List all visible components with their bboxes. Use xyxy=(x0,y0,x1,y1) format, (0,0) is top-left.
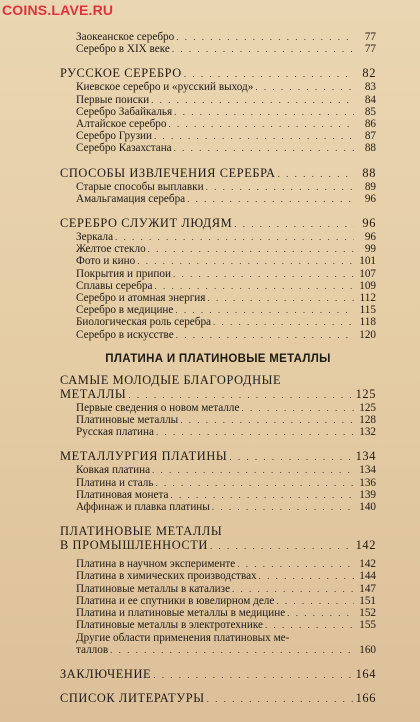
dot-leader xyxy=(175,304,354,316)
toc-chapter-title-line2: МЕТАЛЛЫ xyxy=(60,386,127,401)
dot-leader xyxy=(168,118,354,130)
toc-chapter-page: 134 xyxy=(355,449,376,464)
toc-entry[interactable] xyxy=(60,130,376,142)
toc-entry-page: 89 xyxy=(364,180,376,193)
toc-entry[interactable] xyxy=(60,142,376,154)
dot-leader xyxy=(174,106,354,118)
dot-leader xyxy=(234,217,354,231)
toc-entry-title: Серебро в искусстве xyxy=(76,328,174,341)
toc-chapter-title-line1: ПЛАТИНОВЫЕ МЕТАЛЛЫ xyxy=(60,524,223,539)
dot-leader xyxy=(187,193,354,205)
toc-entry-page: 101 xyxy=(359,255,376,268)
toc-entry-title: Серебро в XIX веке xyxy=(76,43,170,56)
toc-entry[interactable] xyxy=(60,595,376,607)
toc-chapter-page: 96 xyxy=(362,216,376,231)
toc-entry[interactable] xyxy=(60,402,376,414)
dot-leader xyxy=(276,595,354,607)
toc-entry[interactable] xyxy=(60,414,376,426)
toc-entry[interactable] xyxy=(60,558,376,570)
toc-chapter-page: 142 xyxy=(355,538,376,553)
toc-entry-page: 96 xyxy=(364,192,376,205)
dot-leader xyxy=(156,426,354,438)
toc-entry-page: 77 xyxy=(364,43,376,56)
toc-entry-page: 144 xyxy=(359,570,376,583)
toc-entry-title: Покрытия и припои xyxy=(76,267,171,280)
toc-entry-page: 77 xyxy=(364,31,376,43)
toc-entry-title: Ковкая платина xyxy=(76,464,151,477)
toc-entry[interactable] xyxy=(60,464,376,476)
toc-entry-title: Платиновые металлы в электротехнике xyxy=(76,619,263,632)
toc-entry-page: 155 xyxy=(359,619,376,632)
toc-chapter-industry[interactable] xyxy=(60,524,376,553)
toc-entry-title: Киевское серебро и «русский выход» xyxy=(76,81,254,94)
dot-leader xyxy=(137,255,354,267)
toc-entry-title: Платиновая монета xyxy=(76,488,169,501)
toc-entry[interactable] xyxy=(60,619,376,631)
toc-entry[interactable] xyxy=(60,255,376,267)
toc-entry-page: 160 xyxy=(359,643,376,656)
toc-entry-title: Заокеанское серебро xyxy=(76,31,175,43)
toc-chapter-page: 88 xyxy=(362,165,376,180)
toc-entry[interactable] xyxy=(60,292,376,304)
toc-entry[interactable] xyxy=(60,231,376,243)
toc-entry-title: Платина и сталь xyxy=(76,476,154,489)
toc-chapter-metallurgy[interactable] xyxy=(60,449,376,464)
dot-leader xyxy=(154,130,354,142)
toc-entry-page: 88 xyxy=(364,142,376,155)
dot-leader xyxy=(212,501,354,513)
dot-leader xyxy=(207,292,354,304)
toc-entry-page: 83 xyxy=(364,81,376,94)
toc-entry-page: 85 xyxy=(364,105,376,118)
dot-leader xyxy=(287,607,354,619)
toc-entry-page: 120 xyxy=(359,328,376,341)
toc-entry-title-line2: таллов xyxy=(76,643,109,656)
part-heading: ПЛАТИНА И ПЛАТИНОВЫЕ МЕТАЛЛЫ xyxy=(105,352,331,365)
toc-entry-title: Биологическая роль серебра xyxy=(76,316,212,329)
toc-entry-title-line1: Другие области применения платиновых ме- xyxy=(76,631,290,644)
dot-leader xyxy=(153,668,353,682)
dot-leader xyxy=(241,402,354,414)
toc-chapter-title-line2: В ПРОМЫШЛЕННОСТИ xyxy=(60,538,208,553)
toc-chapter-silver-serves[interactable] xyxy=(60,216,376,231)
toc-entry-page: 125 xyxy=(359,401,376,414)
dot-leader xyxy=(128,388,353,402)
toc-entry-page: 87 xyxy=(364,130,376,143)
dot-leader xyxy=(206,181,354,193)
toc-entry[interactable] xyxy=(60,501,376,513)
toc-entry-title: Платина в научном эксперименте xyxy=(76,558,236,571)
dot-leader xyxy=(151,94,354,106)
toc-entry-title: Фото и кино xyxy=(76,255,136,268)
toc-entry[interactable] xyxy=(60,94,376,106)
toc-entry[interactable] xyxy=(60,329,376,341)
toc-entry-title: Серебро в медицине xyxy=(76,304,174,317)
toc-entry[interactable] xyxy=(60,243,376,255)
toc-entry-page: 152 xyxy=(359,607,376,620)
dot-leader xyxy=(152,464,354,476)
dot-leader xyxy=(278,167,354,181)
toc-chapter-conclusion[interactable] xyxy=(60,667,376,682)
toc-entry[interactable] xyxy=(60,31,376,43)
toc-entry-title: Первые поиски xyxy=(76,93,150,106)
toc-entry-title: Серебро и атомная энергия xyxy=(76,292,206,305)
toc-entry-title: Платина в химических производствах xyxy=(76,570,257,583)
toc-entry-title: Первые сведения о новом металле xyxy=(76,401,240,414)
toc-entry-title: Платина и ее спутники в ювелирном деле xyxy=(76,594,275,607)
toc-chapter-page: 125 xyxy=(355,386,376,401)
dot-leader xyxy=(255,81,354,93)
toc-entry-title: Русская платина xyxy=(76,426,154,439)
dot-leader xyxy=(237,558,354,570)
toc-entry[interactable] xyxy=(60,426,376,438)
toc-chapter-title: СПОСОБЫ ИЗВЛЕЧЕНИЯ СЕРЕБРА xyxy=(60,165,276,180)
dot-leader xyxy=(148,243,354,255)
toc-entry-page: 86 xyxy=(364,118,376,131)
toc-entry[interactable] xyxy=(60,304,376,316)
toc-chapter-page: 164 xyxy=(355,666,376,681)
dot-leader xyxy=(174,142,354,154)
toc-entry-page: 118 xyxy=(359,316,376,329)
toc-entry[interactable] xyxy=(60,570,376,582)
dot-leader xyxy=(115,231,354,243)
toc-entry-title: Сплавы серебра xyxy=(76,279,153,292)
toc-entry[interactable] xyxy=(60,477,376,489)
toc-entry-page: 136 xyxy=(359,476,376,489)
toc-entry[interactable] xyxy=(60,181,376,193)
toc-entry-title: Серебро Забайкалья xyxy=(76,105,173,118)
dot-leader xyxy=(156,477,355,489)
dot-leader xyxy=(210,539,354,553)
dot-leader xyxy=(265,619,354,631)
toc-entry-title: Платиновые металлы в катализе xyxy=(76,582,231,595)
dot-leader xyxy=(176,31,354,43)
toc-entry-title: Амальгамация серебра xyxy=(76,192,186,205)
toc-entry-page: 142 xyxy=(359,558,376,571)
toc-entry[interactable] xyxy=(60,280,376,292)
toc-entry-page: 139 xyxy=(359,488,376,501)
toc-entry-title: Аффинаж и плавка платины xyxy=(76,501,210,514)
toc-entry-page: 112 xyxy=(359,292,376,305)
toc-entry-title: Платиновые металлы xyxy=(76,414,179,427)
toc-entry-title: Алтайское серебро xyxy=(76,118,167,131)
toc-entry[interactable] xyxy=(60,489,376,501)
toc-entry-title: Старые способы выплавки xyxy=(76,180,204,193)
toc-chapter-extraction[interactable] xyxy=(60,166,376,181)
toc-entry-page: 134 xyxy=(359,464,376,477)
toc-entry[interactable] xyxy=(60,43,376,55)
toc-chapter-page: 166 xyxy=(355,690,376,705)
toc-entry-multiline[interactable] xyxy=(60,632,376,656)
toc-entry-page: 132 xyxy=(359,426,376,439)
toc-entry-page: 99 xyxy=(364,243,376,256)
dot-leader xyxy=(259,570,354,582)
toc-entry-page: 84 xyxy=(364,93,376,106)
toc-entry-page: 147 xyxy=(359,582,376,595)
toc-chapter-russian-silver[interactable] xyxy=(60,66,376,81)
dot-leader xyxy=(232,583,354,595)
toc-entry-title: Платина и платиновые металлы в медицине xyxy=(76,607,286,620)
toc-entry-title: Желтое стекло xyxy=(76,243,146,256)
table-of-contents xyxy=(60,31,376,706)
toc-chapter-title: ЗАКЛЮЧЕНИЕ xyxy=(60,666,152,681)
dot-leader xyxy=(180,414,354,426)
toc-entry[interactable] xyxy=(60,607,376,619)
toc-chapter-title: РУССКОЕ СЕРЕБРО xyxy=(60,66,182,81)
toc-chapter-title: МЕТАЛЛУРГИЯ ПЛАТИНЫ xyxy=(60,449,228,464)
dot-leader xyxy=(173,268,354,280)
toc-entry[interactable] xyxy=(60,81,376,93)
dot-leader xyxy=(184,67,354,81)
toc-chapter-literature[interactable] xyxy=(60,691,376,706)
toc-entry-page: 107 xyxy=(359,267,376,280)
toc-entry[interactable] xyxy=(60,583,376,595)
toc-entry[interactable] xyxy=(60,106,376,118)
toc-entry-page: 128 xyxy=(359,414,376,427)
toc-chapter-title: СЕРЕБРО СЛУЖИТ ЛЮДЯМ xyxy=(60,216,233,231)
toc-entry-page: 115 xyxy=(359,304,376,317)
toc-entry[interactable] xyxy=(60,118,376,130)
toc-chapter-title: СПИСОК ЛИТЕРАТУРЫ xyxy=(60,690,205,705)
toc-entry-page: 109 xyxy=(359,279,376,292)
dot-leader xyxy=(207,692,354,706)
dot-leader xyxy=(172,43,354,55)
dot-leader xyxy=(213,316,354,328)
toc-entry[interactable] xyxy=(60,268,376,280)
toc-chapter-youngest-metals[interactable] xyxy=(60,373,376,402)
toc-entry-title: Серебро Грузии xyxy=(76,130,152,143)
toc-entry-page: 151 xyxy=(359,594,376,607)
dot-leader xyxy=(110,644,354,656)
watermark: COINS.LAVE.RU xyxy=(2,2,114,18)
toc-entry-title: Зеркала xyxy=(76,231,114,244)
toc-entry-page: 140 xyxy=(359,501,376,514)
dot-leader xyxy=(176,329,354,341)
dot-leader xyxy=(154,280,354,292)
dot-leader xyxy=(170,489,354,501)
dot-leader xyxy=(229,450,353,464)
toc-chapter-title-line1: САМЫЕ МОЛОДЫЕ БЛАГОРОДНЫЕ xyxy=(60,372,282,387)
toc-chapter-page: 82 xyxy=(362,66,376,81)
toc-entry-page: 96 xyxy=(364,231,376,244)
toc-entry[interactable] xyxy=(60,193,376,205)
toc-entry-title: Серебро Казахстана xyxy=(76,142,172,155)
toc-entry[interactable] xyxy=(60,316,376,328)
